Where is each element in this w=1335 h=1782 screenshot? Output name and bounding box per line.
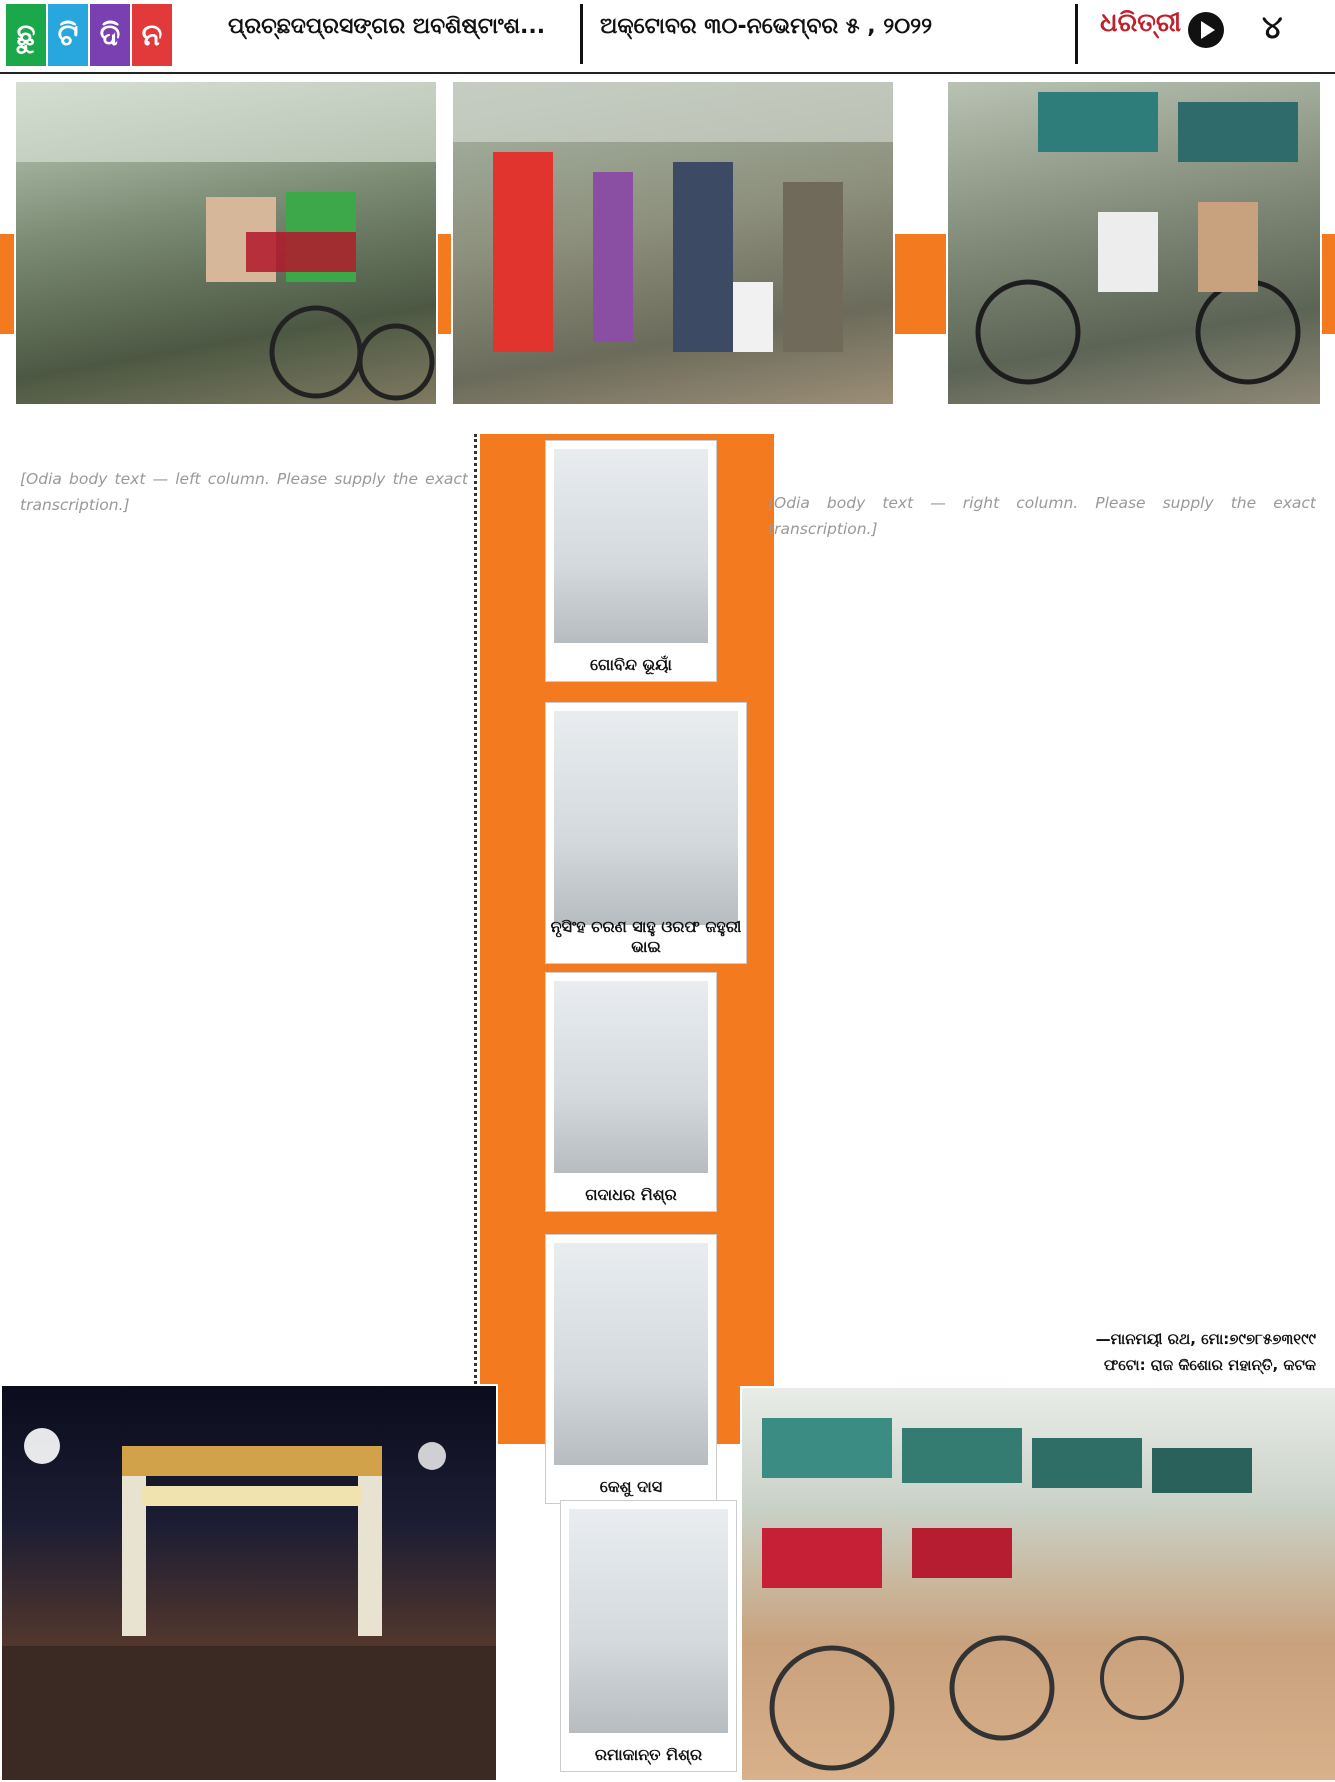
logo-letter: ଟି bbox=[48, 4, 88, 66]
brand-logo: ଧରିତ୍ରୀ bbox=[1100, 8, 1182, 38]
portrait-card bbox=[545, 972, 717, 1212]
portrait-caption: ଗଦାଧର ମିଶ୍ର bbox=[585, 1185, 677, 1204]
issue-date: ଅକ୍ଟୋବର ୩୦-ନଭେମ୍ବର ୫ , ୨୦୨୨ bbox=[600, 14, 933, 39]
author-byline: —ମାନମୟୀ ରଥ, ମୋ:୭୯୭୮୫୭୩୧୯୯ bbox=[1095, 1330, 1316, 1348]
section-title: ପ୍ରଚ୍ଛଦପ୍ରସଙ୍ଗର ଅବଶିଷ୍ଟାଂଶ... bbox=[228, 14, 546, 39]
rickshaw-photo-top-right bbox=[946, 80, 1322, 406]
portrait-card bbox=[545, 1234, 717, 1504]
portrait-photo bbox=[554, 1243, 708, 1465]
page-header bbox=[0, 0, 1335, 74]
portrait-caption: ଗୋବିନ୍ଦ ଭୂୟାଁ bbox=[590, 655, 672, 674]
header-divider bbox=[1075, 4, 1078, 64]
portrait-card bbox=[545, 440, 717, 682]
portrait-photo bbox=[554, 981, 708, 1173]
play-icon bbox=[1188, 12, 1224, 48]
portrait-caption: କେଶୁ ଦାସ bbox=[599, 1477, 663, 1496]
portrait-photo bbox=[554, 449, 708, 643]
column-separator bbox=[474, 434, 477, 1384]
portrait-card bbox=[545, 702, 747, 964]
logo-letter: ନ bbox=[132, 4, 172, 66]
portrait-photo bbox=[569, 1509, 728, 1733]
article-text: [Odia body text — left column. Please supply the exact transcription.] bbox=[20, 470, 468, 514]
festival-night-photo bbox=[0, 1384, 498, 1782]
header-divider bbox=[580, 4, 583, 64]
rickshaw-photo-top-left bbox=[14, 80, 438, 406]
article-column-right bbox=[768, 490, 1316, 1330]
portrait-caption: ରମାକାନ୍ତ ମିଶ୍ର bbox=[594, 1745, 703, 1764]
rickshaw-line-photo bbox=[740, 1386, 1335, 1782]
portrait-caption: ନୃସିଂହ ଚରଣ ସାହୁ ଓରଫ ଜହୁରୀ ଭାଇ bbox=[550, 917, 742, 956]
article-text: [Odia body text — right column. Please supply the exact transcription.] bbox=[768, 494, 1316, 538]
portrait-card bbox=[560, 1500, 737, 1772]
article-column-left bbox=[20, 466, 468, 1336]
page-number: ୪ bbox=[1262, 8, 1283, 46]
photo-credit: ଫଟୋ: ରାଜ କିଶୋର ମହାନ୍ତି, କଟକ bbox=[1103, 1356, 1316, 1374]
portrait-photo bbox=[554, 711, 738, 925]
rickshaw-photo-top-center bbox=[451, 80, 895, 406]
logo-letter: ଛୁ bbox=[6, 4, 46, 66]
section-logo bbox=[6, 4, 172, 66]
logo-letter: ଦି bbox=[90, 4, 130, 66]
